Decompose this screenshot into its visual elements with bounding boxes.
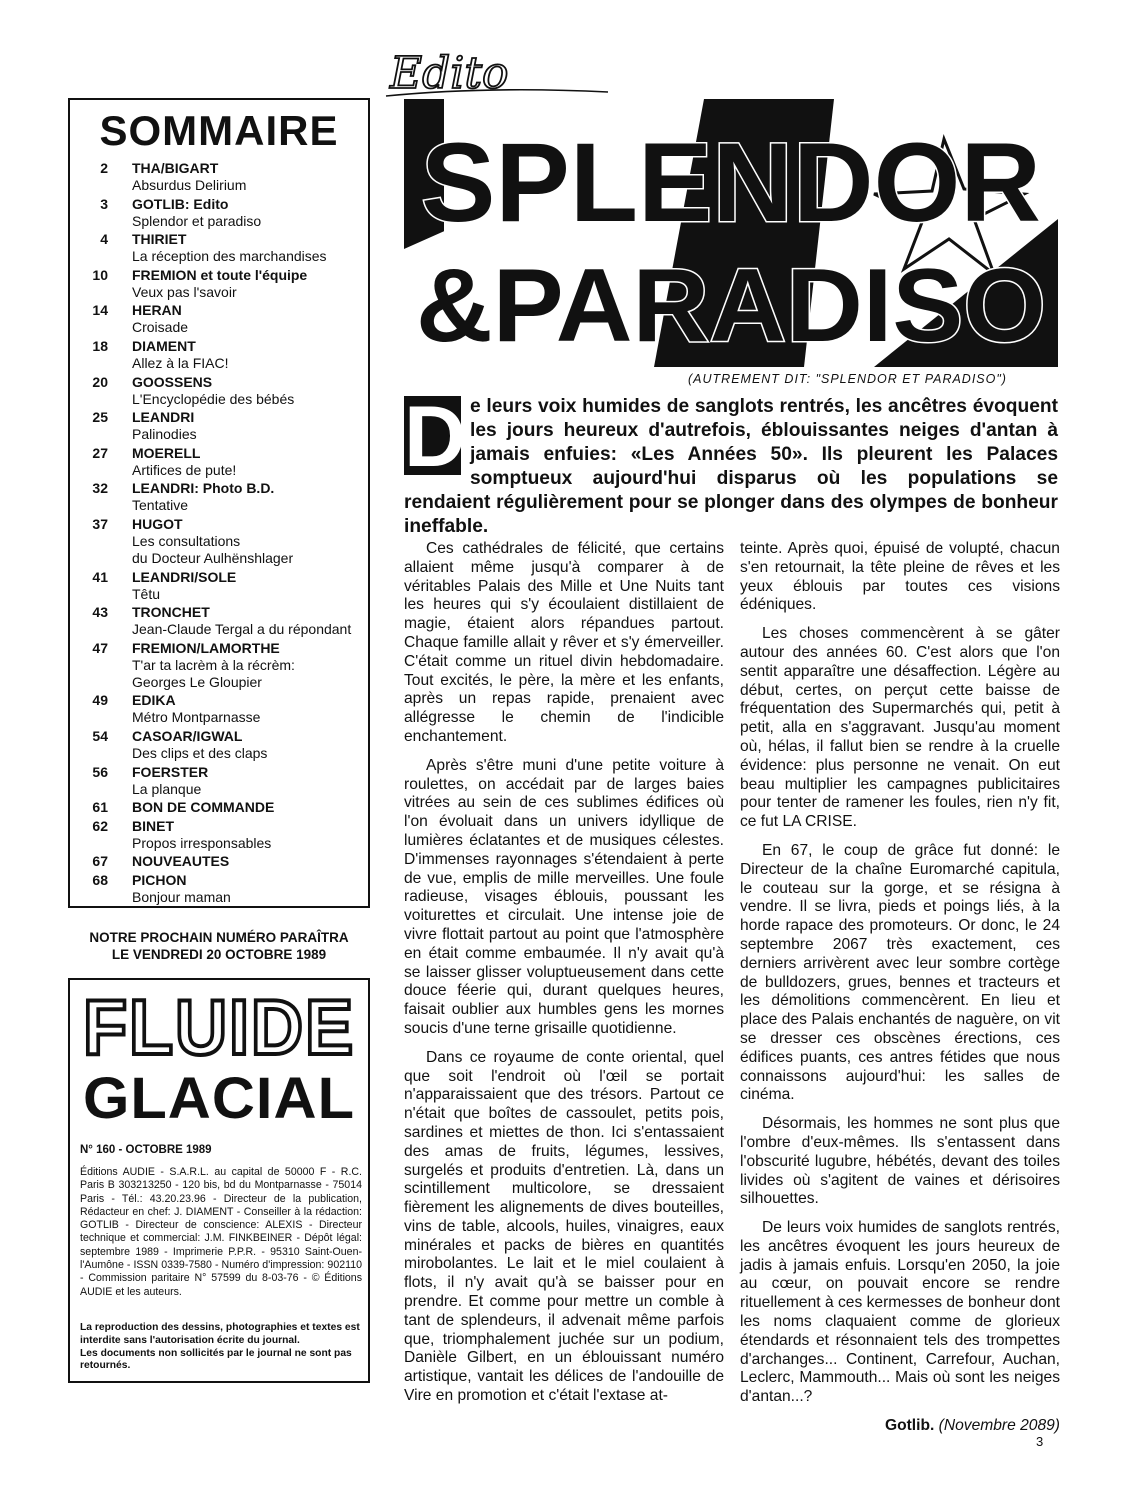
notice-documents: Les documents non sollicités par le journal ne sont pas retournés.: [80, 1347, 352, 1372]
toc-page-number: 2: [100, 160, 108, 176]
toc-title: Des clips et des claps: [132, 744, 268, 761]
toc-author: DIAMENT: [132, 337, 196, 354]
toc-page-number: 47: [92, 639, 108, 656]
toc-entry: [70, 409, 368, 443]
toc-author: HERAN: [132, 302, 182, 319]
article-paragraph: De leurs voix humides de sanglots rentrés, les ancêtres évoquent les jours heureux de jadis à jamais enfuis. Lorsqu'en 2050, la joie au cœur, on pouvait encore se rendre rituellement à ces kermesses de bonheur dont les noms claquaient comme de glorieux étendards et résonnaient tels des trompettes d'archanges... Continent, Carrefour, Auchan, Leclerc, Mammouth... Mais où sont les neiges d'antan...?: [740, 1219, 1060, 1406]
reproduction-notice: [80, 1322, 362, 1373]
toc-page-number: 49: [92, 692, 108, 709]
toc-entry: [70, 338, 368, 372]
issue-number: N° 160 - OCTOBRE 1989: [80, 1144, 212, 1156]
sommaire-title: SOMMAIRE: [99, 107, 339, 154]
article-column-1: [404, 540, 724, 1416]
toc-page-number: 62: [92, 817, 108, 834]
toc-entry: [70, 853, 368, 870]
notice-reproduction: La reproduction des dessins, photographies et textes est interdite sans l'autorisation écrite du journal.: [80, 1322, 360, 1346]
signature-date: (Novembre 2089): [938, 1417, 1060, 1435]
toc-title: Bonjour maman: [132, 888, 231, 905]
toc-title: Têtu: [132, 585, 161, 602]
page-number: 3: [1036, 1434, 1044, 1449]
toc-list: [70, 160, 368, 907]
toc-entry: [70, 818, 368, 852]
toc-entry: [70, 231, 368, 265]
toc-entry: [70, 374, 368, 408]
logo-line1: FLUIDE: [83, 988, 355, 1071]
toc-title: Absurdus Delirium: [132, 177, 247, 193]
banner-title-line2: &PARADISO: [416, 248, 1046, 364]
table-of-contents: [68, 98, 370, 908]
toc-title: Veux pas l'savoir: [132, 283, 237, 300]
toc-author: FREMION et toute l'équipe: [132, 266, 308, 283]
banner-title-line1: SPLENDOR: [421, 120, 1041, 245]
toc-author: NOUVEAUTES: [132, 853, 230, 870]
banner-caption: (AUTREMENT DIT: "SPLENDOR ET PARADISO"): [688, 372, 1007, 386]
toc-page-number: 68: [92, 871, 108, 888]
logo-line2: GLACIAL: [83, 1066, 355, 1128]
toc-page-number: 43: [92, 604, 108, 621]
toc-author: TRONCHET: [132, 604, 210, 621]
toc-title: L'Encyclopédie des bébés: [132, 390, 295, 407]
toc-title: Métro Montparnasse: [132, 709, 261, 726]
svg-text:Edito: Edito: [390, 48, 509, 99]
toc-title: Artifices de pute!: [132, 461, 237, 478]
toc-author: BON DE COMMANDE: [132, 799, 275, 816]
signature: [740, 1417, 1060, 1436]
publisher-credits: Éditions AUDIE - S.A.R.L. au capital de 50000 F - R.C. Paris B 303213250 - 120 bis, bd du Montparnasse - 75014 Paris - Tél.: 43.20.23.96 - Directeur de la publication, Rédacteur en chef: J. DIAMENT - Conseiller à la rédaction: GOTLIB - Directeur de conscience: ALEXIS - Directeur technique et commercial: J.M. FINKBEINER - Dépôt légal: septembre 1989 - Imprimerie P.P.R. - 95310 Saint-Ouen-l'Aumône - ISSN 0339-7580 - Numéro d'impression: 902110 - Commission paritaire N° 57599 du 8-03-76 - © Éditions AUDIE et les auteurs.: [80, 1166, 362, 1298]
toc-title: T'ar ta lacrèm à la récrèm:: [132, 656, 295, 673]
toc-title: Croisade: [132, 319, 189, 336]
masthead-box: [68, 978, 370, 1383]
toc-author: GOTLIB: Edito: [132, 195, 229, 212]
article-paragraph: teinte. Après quoi, épuisé de volupté, chacun s'en retournait, la tête pleine de rêves et les yeux éblouis par toutes ces visions édéniques.: [740, 540, 1060, 614]
toc-author: PICHON: [132, 871, 187, 888]
toc-page-number: 37: [92, 515, 108, 532]
toc-entry: [70, 640, 368, 691]
article-paragraph: Les choses commencèrent à se gâter autour des années 60. C'est alors que l'on sentit apparaître une désaffection. Légère au début, certes, on perçut cette baisse de fréquentation des Supermarchés qui, petit à petit, alla en s'aggravant. Jusqu'au moment où, hélas, il fallut bien se rendre à la cruelle évidence: plus personne ne venait. On eut beau multiplier les campagnes publicitaires pour tenter de ramener les foules, rien n'y fit, ce fut LA CRISE.: [740, 625, 1060, 831]
toc-entry: [70, 267, 368, 301]
toc-entry: [70, 516, 368, 567]
edito-label: [378, 40, 618, 102]
toc-page-number: 67: [92, 853, 108, 870]
toc-title: Propos irresponsables: [132, 834, 272, 851]
toc-entry: [70, 445, 368, 479]
article-paragraph: Après s'être muni d'une petite voiture à roulettes, on accédait par de larges baies vitrées au sein de ces sublimes édifices où l'on évoluait dans un univers idyllique de lumières éclatantes et de musiques célestes. D'immenses rayonnages s'étendaient à perte de vue, emplis de mille merveilles. Une foule radieuse, visages éblouis, poussant les voiturettes et circulait. Une intense joie de vivre flottait partout au point que l'atmosphère en était comme embaumée. Il n'y avait qu'à se laisser glisser voluptueusement dans cette douce féerie qui, durant quelques heures, faisait oublier aux humbles gens les mornes soucis d'une terne grisaille quotidienne.: [404, 756, 724, 1037]
drop-cap: D: [404, 389, 467, 485]
toc-author: FREMION/LAMORTHE: [132, 639, 280, 656]
toc-title: Les consultations: [132, 532, 241, 549]
toc-page-number: 27: [92, 444, 108, 461]
toc-entry: [70, 604, 368, 638]
toc-entry: [70, 302, 368, 336]
toc-page-number: 41: [92, 568, 108, 585]
toc-page-number: 18: [92, 337, 108, 354]
article-column-2: [740, 540, 1060, 1436]
toc-entry: [70, 872, 368, 906]
toc-entry: [70, 799, 368, 816]
toc-author: LEANDRI: [132, 409, 195, 426]
toc-page-number: 3: [100, 195, 108, 212]
signature-author: Gotlib.: [884, 1417, 935, 1435]
toc-entry: [70, 569, 368, 603]
toc-author: LEANDRI: Photo B.D.: [132, 480, 275, 497]
toc-page-number: 20: [92, 373, 108, 390]
toc-entry: [70, 692, 368, 726]
toc-page-number: 4: [100, 231, 108, 248]
toc-page-number: 14: [92, 302, 108, 319]
next-issue-line2: LE VENDREDI 20 OCTOBRE 1989: [111, 947, 327, 962]
article-paragraph: En 67, le coup de grâce fut donné: le Directeur de la chaîne Euromarché capitula, le couteau sur la gorge, et se résigna à vendre. Il se livra, pieds et poings liés, à la horde rapace des promoteurs. Or donc, le 24 septembre 2067 très exactement, ces derniers arrivèrent avec leur sombre cortège de bulldozers, grues, bennes et tracteurs et les démolitions commencèrent. En lieu et place des Palais enchantés de naguère, on vit se dresser ces obscènes érections, ces édifices puants, ces antres fétides que nous connaissons aujourd'hui: les salles de cinéma.: [740, 841, 1060, 1104]
toc-title: Palinodies: [132, 426, 197, 443]
toc-title: Tentative: [132, 497, 189, 514]
toc-entry: [70, 160, 368, 194]
fluide-glacial-logo: [78, 988, 360, 1128]
toc-title: La planque: [132, 780, 202, 797]
toc-page-number: 54: [92, 727, 108, 744]
lead-text: e leurs voix humides de sanglots rentrés, les ancêtres évoquent les jours heureux d'autrefois, éblouissantes neiges d'antan à jamais enfuies: «Les Années 50». Ils pleurent les Palaces somptueux aujourd'hui disparus où les populations se rendaient régulièrement pour se plonger dans des olympes de bonheur ineffable.: [404, 396, 1058, 537]
toc-author: CASOAR/IGWAL: [132, 727, 243, 744]
toc-author: EDIKA: [132, 692, 176, 709]
toc-title: Allez à la FIAC!: [132, 354, 229, 371]
lead-paragraph: [404, 389, 1058, 539]
toc-entry: [70, 764, 368, 798]
toc-author: HUGOT: [132, 515, 183, 532]
title-banner: [404, 99, 1058, 367]
next-issue-line1: NOTRE PROCHAIN NUMÉRO PARAÎTRA: [89, 930, 349, 945]
toc-title: Splendor et paradiso: [132, 212, 262, 229]
toc-author: THA/BIGART: [132, 160, 219, 176]
toc-entry: [70, 196, 368, 230]
toc-title: La réception des marchandises: [132, 248, 327, 265]
article-paragraph: Dans ce royaume de conte oriental, quel que soit l'endroit où l'œil se portait n'apparaissaient que des trésors. Partout ce n'était que boîtes de cassoulet, petits pois, sardines et miettes de thon. Ici s'entassaient des amas de fruits, légumes, lessives, surgelés et produits d'entretien. Là, dans un scintillement multicolore, se dressaient fièrement les alignements de dives bouteilles, vins de table, alcools, huiles, vinaigres, eaux minérales et packs de bières en quantités mirobolantes. Le lait et le miel coulaient à flots, il n'y avait qu'à se baisser pour en prendre. Et comme pour mettre un comble à tant de splendeurs, il advenait même parfois que, triomphalement juchée sur un podium, Danièle Gilbert, en un éblouissant numéro artistique, vantait les délices de l'andouille de Vire en promotion et c'était l'extase at-: [404, 1048, 724, 1405]
toc-title-continued: Georges Le Gloupier: [132, 673, 262, 690]
toc-author: MOERELL: [132, 444, 201, 461]
toc-page-number: 10: [92, 266, 108, 283]
toc-page-number: 25: [92, 409, 108, 426]
toc-page-number: 61: [92, 799, 108, 816]
toc-page-number: 56: [92, 763, 108, 780]
toc-author: THIRIET: [132, 231, 187, 248]
article-paragraph: Ces cathédrales de félicité, que certains allaient même jusqu'à comparer à de véritables Palais des Mille et Une Nuits tant les heures qui s'y écoulaient distillaient de magie, étaient alors répandues partout. Chaque famille allait y rêver et s'y émerveiller. C'était comme un rituel divin hebdomadaire. Tout excités, le père, la mère et les enfants, après un repas rapide, prenaient avec allégresse le chemin de l'indicible enchantement.: [404, 540, 724, 745]
toc-title: Jean-Claude Tergal a du répondant: [132, 621, 352, 638]
toc-author: LEANDRI/SOLE: [132, 568, 237, 585]
toc-page-number: 32: [92, 480, 108, 497]
toc-author: BINET: [132, 817, 174, 834]
toc-author: GOOSSENS: [132, 373, 213, 390]
toc-entry: [70, 480, 368, 514]
toc-title-continued: du Docteur Aulhënshlager: [132, 549, 294, 566]
toc-author: FOERSTER: [132, 763, 209, 780]
article-paragraph: Désormais, les hommes ne sont plus que l'ombre d'eux-mêmes. Ils s'entassent dans l'obscurité lugubre, hébétés, devant des toiles livides où s'agitent de vaines et dérisoires silhouettes.: [740, 1115, 1060, 1208]
toc-entry: [70, 728, 368, 762]
next-issue-notice: [68, 929, 370, 963]
banner-art: [404, 99, 1058, 367]
